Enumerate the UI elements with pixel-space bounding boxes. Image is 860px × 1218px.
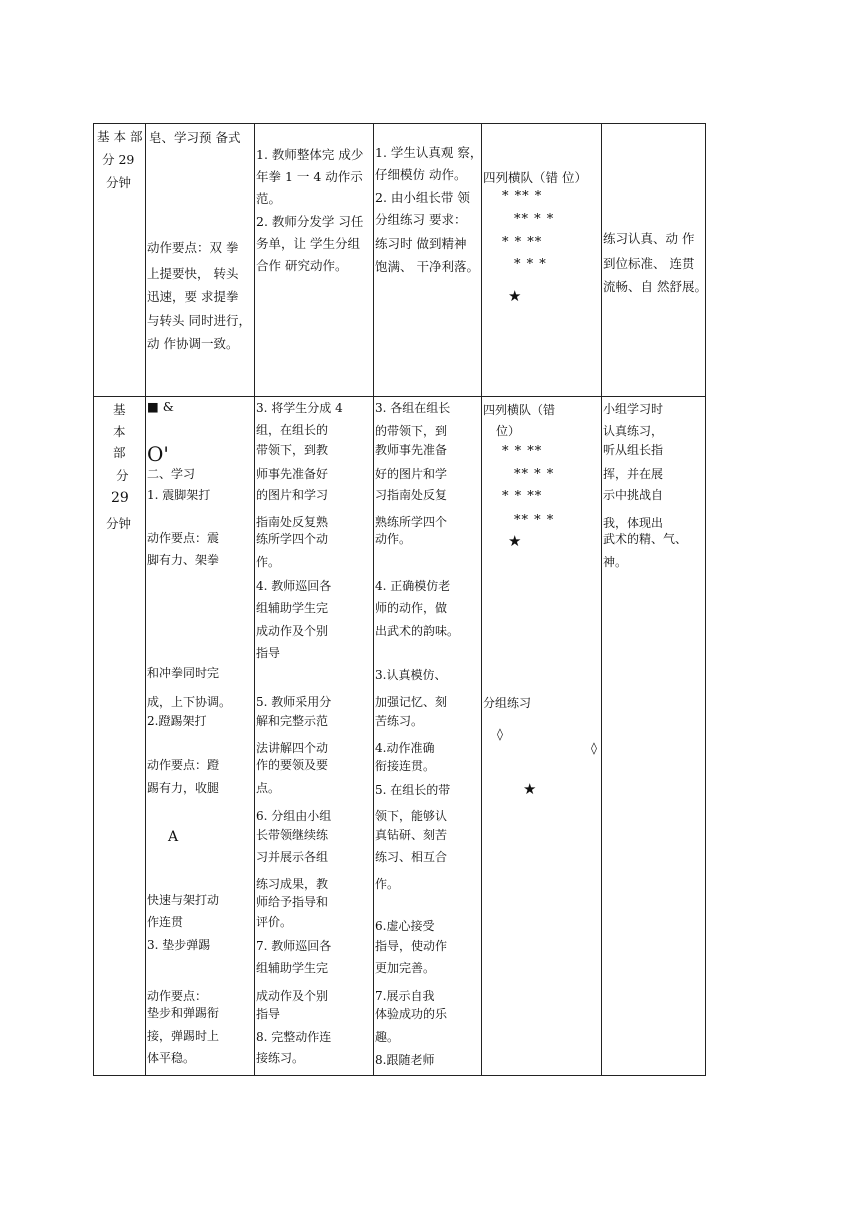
teacher-activity-line: 组辅助学生完: [256, 961, 329, 975]
formation-title: 四列横队（错 位）: [483, 170, 587, 185]
teacher-activity-line: 点。: [256, 781, 281, 795]
teacher-activity-line: 练习成果，教: [256, 877, 329, 891]
requirement-line: 神。: [603, 555, 628, 569]
student-activity-line: 更加完善。: [375, 961, 436, 975]
student-activity-line: 2. 由小组长带 领: [375, 190, 470, 205]
content-line: 1. 震脚架打: [147, 488, 211, 502]
key-point-line: 动 作协调一致。: [147, 336, 239, 351]
student-activity-line: 教师事先准备: [375, 443, 448, 457]
teacher-activity-line: 3. 将学生分成 4: [256, 401, 343, 415]
teacher-activity-line: 组辅助学生完: [256, 601, 329, 615]
teacher-activity-line: 7. 教师巡回各: [256, 939, 332, 953]
content-line: 成，上下协调。: [147, 695, 232, 709]
requirement-line: 小组学习时: [603, 402, 664, 416]
student-activity-line: 动作。: [375, 532, 412, 546]
teacher-activity-line: 习并展示各组: [256, 850, 329, 864]
student-activity-line: 熟练所学四个: [375, 515, 448, 529]
column-divider: [373, 124, 374, 1075]
student-activity-line: 的带领下，到: [375, 424, 448, 438]
student-activity-line: 衔接连贯。: [375, 759, 436, 773]
teacher-activity-line: 评价。: [256, 915, 293, 929]
teacher-position-star: ★: [523, 780, 537, 798]
section-label: 分: [116, 468, 129, 483]
diamond-marker: ◊: [591, 741, 597, 755]
student-activity-line: 7.展示自我: [375, 989, 435, 1003]
key-point-line: 动作要点：双 拳: [147, 240, 239, 255]
lesson-plan-table: [93, 123, 706, 1076]
content-line: 踢有力，收腿: [147, 781, 220, 795]
student-activity-line: 领下，能够认: [375, 809, 448, 823]
content-line: 动作要点：: [147, 989, 208, 1003]
column-divider: [145, 124, 146, 1075]
column-divider: [601, 124, 602, 1075]
teacher-position-star: ★: [508, 532, 522, 550]
requirement-line: 认真练习，: [603, 424, 664, 438]
section-label: 部: [113, 445, 126, 460]
teacher-activity-line: 组，在组长的: [256, 423, 329, 437]
teacher-activity-line: 练所学四个动: [256, 532, 329, 546]
teacher-activity-line: 法讲解四个动: [256, 741, 329, 755]
formation-row: * * *: [514, 257, 547, 272]
key-point-line: 迅速，要 求提拳: [147, 289, 239, 304]
student-activity-line: 练习时 做到精神: [375, 236, 467, 251]
garbled-letters: O': [147, 442, 169, 466]
content-line: 动作要点：蹬: [147, 758, 220, 772]
teacher-activity-line: 范。: [256, 191, 282, 206]
content-line: 二、学习: [147, 467, 196, 481]
formation-row: * * **: [502, 444, 543, 459]
requirement-line: 到位标准、 连贯: [603, 256, 695, 271]
key-point-line: 上提要快， 转头: [147, 266, 239, 281]
teacher-activity-line: 指南处反复熟: [256, 515, 329, 529]
student-activity-line: 分组练习 要求：: [375, 212, 467, 227]
section-label: 分钟: [106, 175, 132, 190]
garbled-symbols: ■ &: [147, 399, 174, 414]
teacher-activity-line: 长带领继续练: [256, 828, 329, 842]
section-label: 分 29: [102, 152, 135, 167]
teacher-activity-line: 5. 教师采用分: [256, 695, 332, 709]
content-line: 垫步和弹踢衔: [147, 1006, 220, 1020]
formation-row: * * **: [502, 489, 543, 504]
formation-row: ** * *: [514, 212, 555, 227]
row-divider: [94, 396, 705, 397]
student-activity-line: 习指南处反复: [375, 488, 448, 502]
diamond-marker: ◊: [497, 727, 503, 741]
column-divider: [481, 124, 482, 1075]
teacher-activity-line: 务单，让 学生分组: [256, 236, 360, 251]
student-activity-line: 作。: [375, 877, 400, 891]
teacher-activity-line: 作。: [256, 555, 281, 569]
requirement-line: 练习认真、动 作: [603, 231, 695, 246]
student-activity-line: 仔细模仿 动作。: [375, 167, 467, 182]
group-practice-label: 分组练习: [483, 696, 532, 710]
formation-title: 位）: [496, 424, 521, 438]
student-activity-line: 好的图片和学: [375, 467, 448, 481]
formation-row: * ** *: [502, 189, 543, 204]
teacher-activity-line: 成动作及个别: [256, 624, 329, 638]
requirement-line: 我，体现出: [603, 516, 664, 530]
formation-row: ** * *: [514, 467, 555, 482]
requirement-line: 流畅、自 然舒展。: [603, 279, 707, 294]
student-activity-line: 1. 学生认真观 察，: [375, 145, 483, 160]
requirement-line: 武术的精、气、: [603, 532, 688, 546]
content-line: 作连贯: [147, 915, 184, 929]
student-activity-line: 6.虚心接受: [375, 919, 435, 933]
requirement-line: 听从组长指: [603, 443, 664, 457]
student-activity-line: 3.认真模仿、: [375, 668, 447, 682]
requirement-line: 示中挑战自: [603, 488, 664, 502]
content-line: 接，弹踢时上: [147, 1029, 220, 1043]
content-line: 体平稳。: [147, 1051, 196, 1065]
student-activity-line: 练习、相互合: [375, 850, 448, 864]
student-activity-line: 苦练习。: [375, 714, 424, 728]
teacher-activity-line: 1. 教师整体完 成少: [256, 147, 364, 162]
teacher-activity-line: 6. 分组由小组: [256, 809, 332, 823]
student-activity-line: 指导，使动作: [375, 939, 448, 953]
formation-row: ** * *: [514, 513, 555, 528]
column-divider: [254, 124, 255, 1075]
student-activity-line: 4.动作准确: [375, 741, 435, 755]
teacher-activity-line: 解和完整示范: [256, 714, 329, 728]
content-line: 脚有力、架拳: [147, 553, 220, 567]
teacher-activity-line: 8. 完整动作连: [256, 1030, 332, 1044]
student-activity-line: 5. 在组长的带: [375, 783, 451, 797]
section-label: 基: [113, 402, 126, 417]
student-activity-line: 4. 正确模仿老: [375, 579, 451, 593]
section-label: 本: [113, 424, 126, 439]
formation-row: * * **: [502, 235, 543, 250]
teacher-activity-line: 年拳 1 一 4 动作示: [256, 169, 363, 184]
teacher-activity-line: 作的要领及要: [256, 758, 329, 772]
content-line: 和冲拳同时完: [147, 666, 220, 680]
student-activity-line: 体验成功的乐: [375, 1007, 448, 1021]
teacher-activity-line: 带领下，到教: [256, 443, 329, 457]
student-activity-line: 3. 各组在组长: [375, 401, 451, 415]
requirement-line: 挥，并在展: [603, 467, 664, 481]
teacher-activity-line: 指导: [256, 646, 281, 660]
teacher-position-star: ★: [508, 287, 522, 305]
content-line: 动作要点：震: [147, 531, 220, 545]
teacher-activity-line: 成动作及个别: [256, 989, 329, 1003]
section-label: 基 本 部: [97, 129, 143, 144]
student-activity-line: 出武术的韵味。: [375, 624, 460, 638]
content-line: 快速与架打动: [147, 893, 220, 907]
content-line: 2.蹬踢架打: [147, 714, 207, 728]
teacher-activity-line: 合作 研究动作。: [256, 258, 348, 273]
student-activity-line: 加强记忆、刻: [375, 695, 448, 709]
section-label: 分钟: [106, 516, 132, 531]
section-label: 29: [111, 490, 129, 506]
student-activity-line: 真钻研、刻苦: [375, 828, 448, 842]
content-intro: 皂、学习预 备式: [149, 130, 241, 145]
formation-title: 四列横队（错: [483, 403, 556, 417]
teacher-activity-line: 师给予指导和: [256, 895, 329, 909]
teacher-activity-line: 师事先准备好: [256, 467, 329, 481]
teacher-activity-line: 接练习。: [256, 1051, 305, 1065]
student-activity-line: 8.跟随老师: [375, 1053, 435, 1067]
student-activity-line: 师的动作，做: [375, 601, 448, 615]
teacher-activity-line: 的图片和学习: [256, 488, 329, 502]
teacher-activity-line: 指导: [256, 1007, 281, 1021]
content-letter: A: [168, 829, 179, 845]
teacher-activity-line: 2. 教师分发学 习任: [256, 214, 364, 229]
teacher-activity-line: 4. 教师巡回各: [256, 579, 332, 593]
student-activity-line: 趣。: [375, 1030, 400, 1044]
key-point-line: 与转头 同时进行，: [147, 313, 251, 328]
content-line: 3. 垫步弹踢: [147, 938, 211, 952]
student-activity-line: 饱满、 干净利落。: [375, 259, 479, 274]
